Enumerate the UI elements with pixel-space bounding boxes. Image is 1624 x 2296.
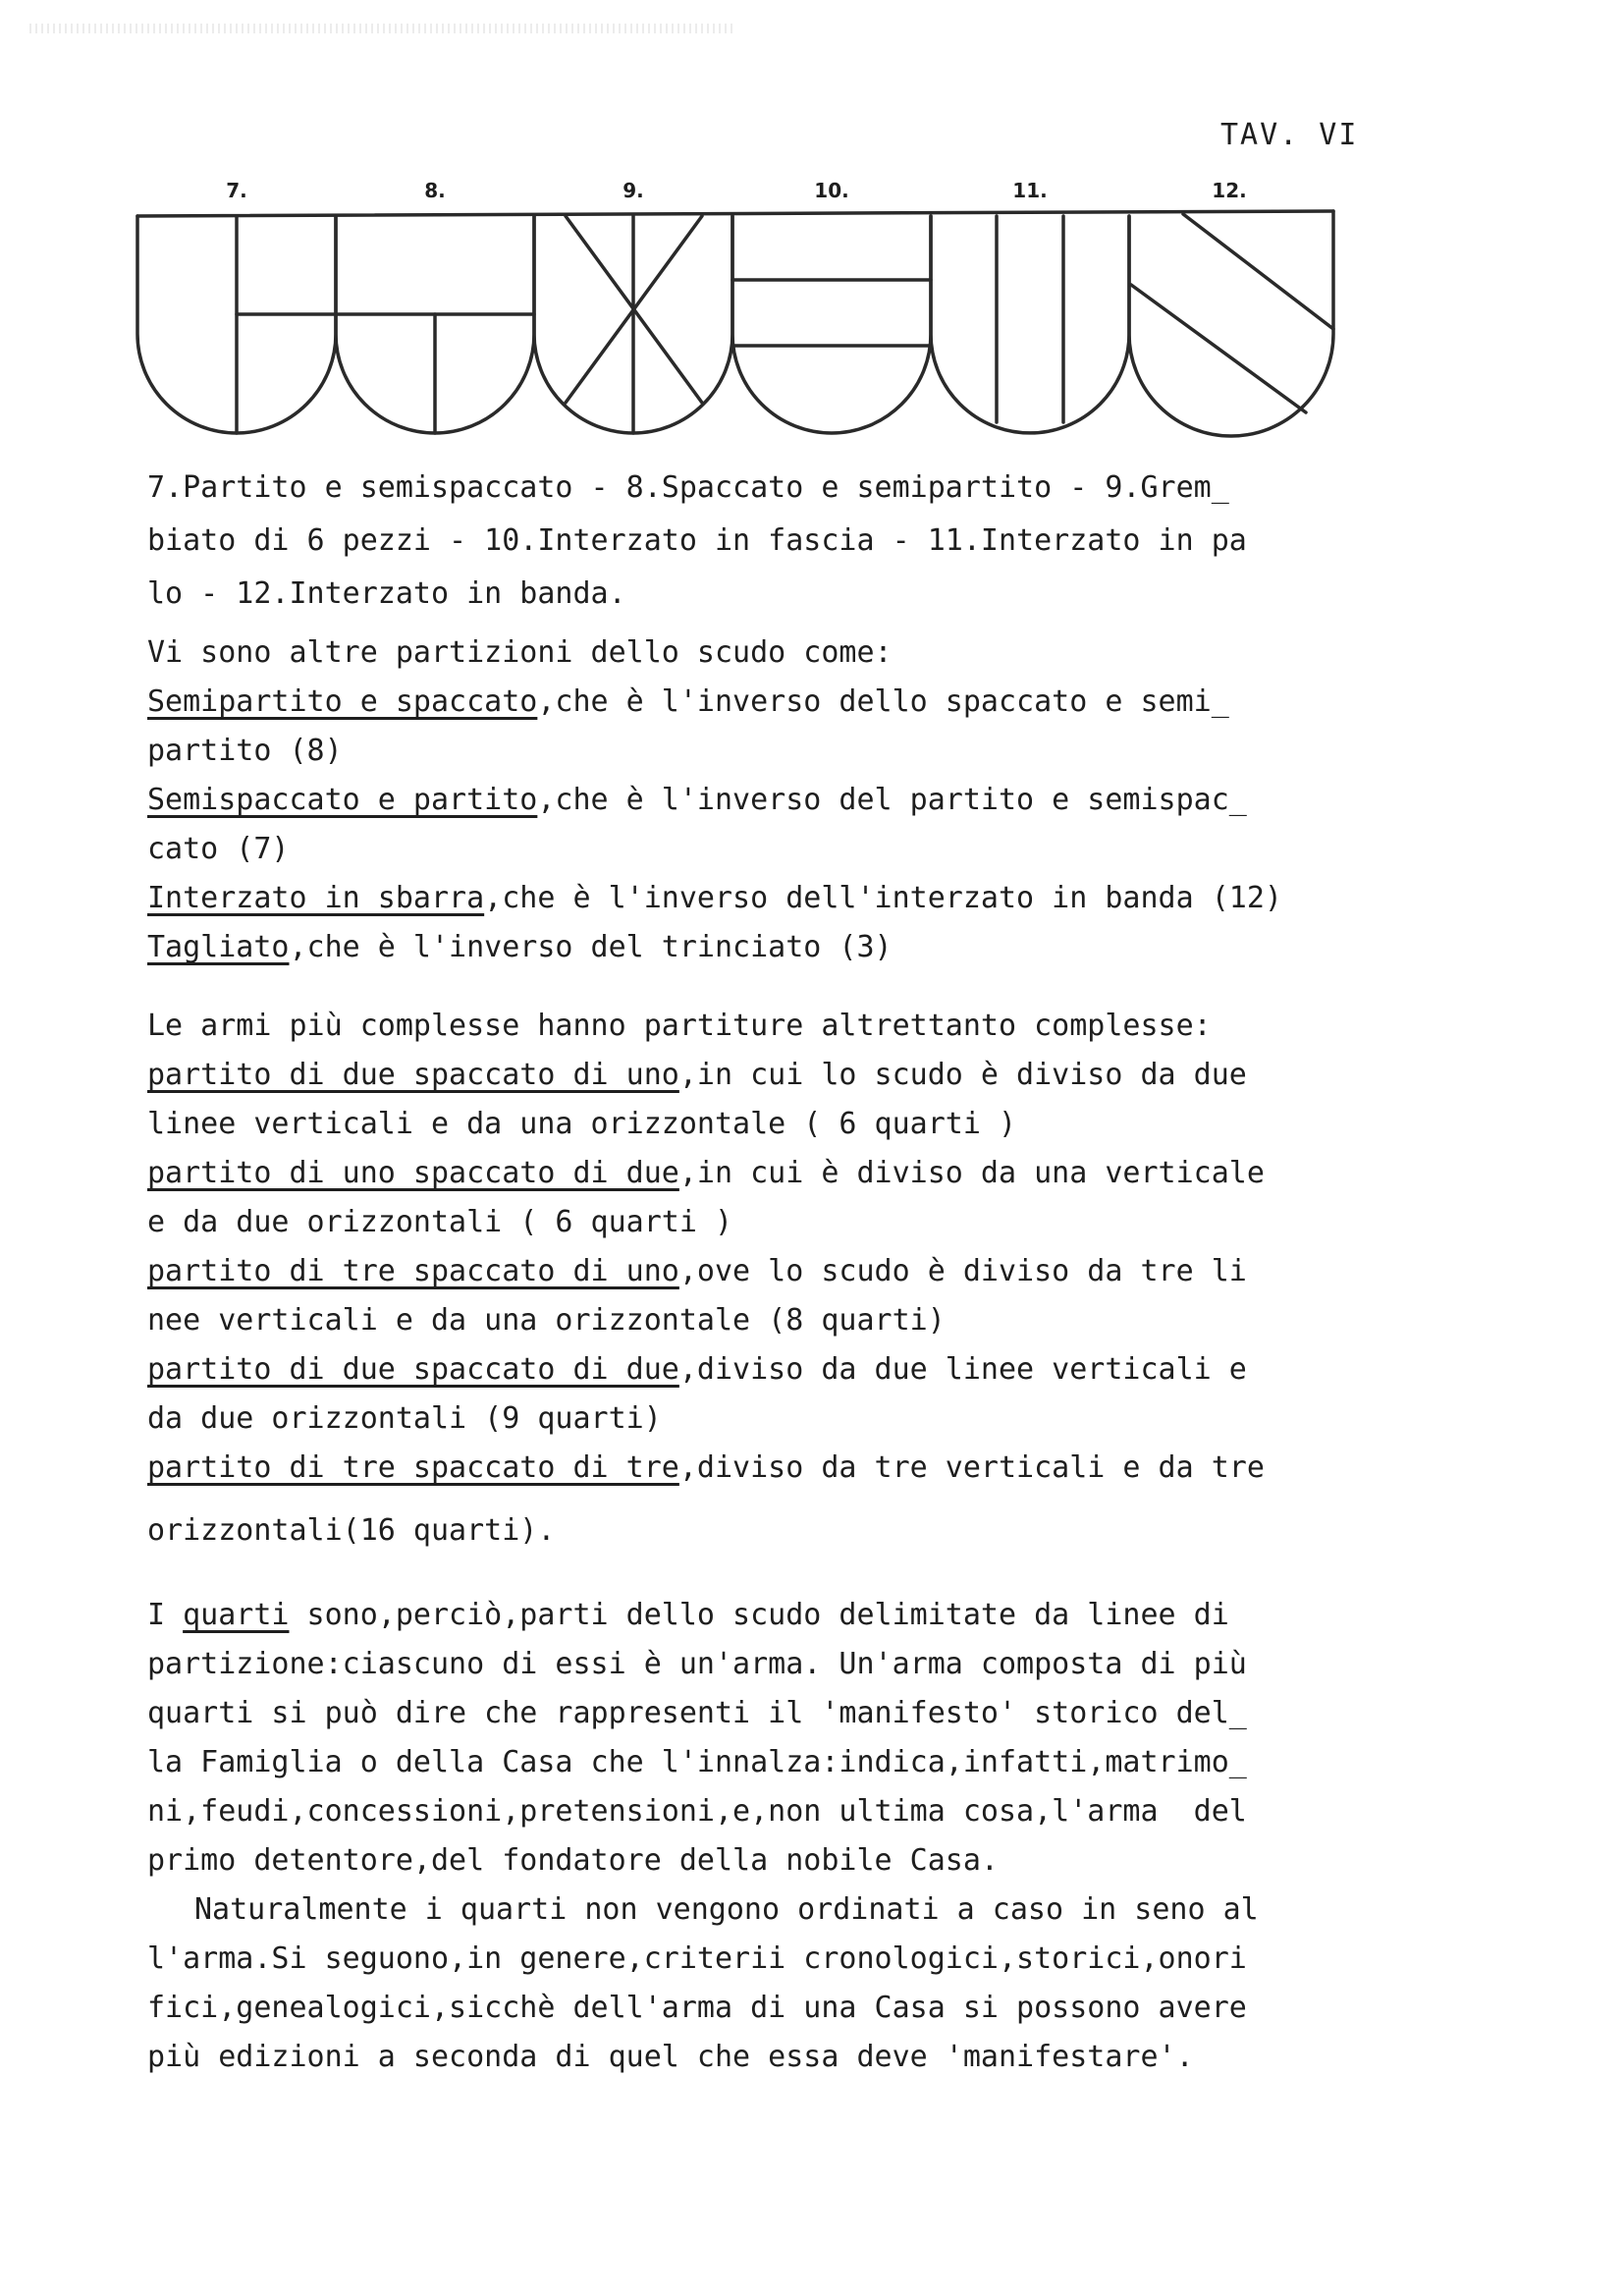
top-rule bbox=[137, 211, 1333, 216]
term: Interzato in sbarra bbox=[147, 881, 485, 915]
list-item-continuation: linee verticali e da una orizzontale ( 6 quarti ) bbox=[147, 1107, 1017, 1141]
term: partito di due spaccato di uno bbox=[147, 1058, 679, 1092]
list-item: partito di uno spaccato di due,in cui è diviso da una verticale bbox=[147, 1156, 1265, 1190]
list-item-continuation: da due orizzontali (9 quarti) bbox=[147, 1401, 662, 1436]
shield-11 bbox=[931, 216, 1129, 433]
list-item: Tagliato,che è l'inverso del trinciato (3) bbox=[147, 930, 893, 964]
term: partito di tre spaccato di tre bbox=[147, 1450, 679, 1485]
inverse-partitions-section bbox=[147, 629, 1282, 972]
shield-partitions-diagram bbox=[0, 0, 1624, 452]
term: partito di due spaccato di due bbox=[147, 1352, 679, 1387]
list-item-continuation: e da due orizzontali ( 6 quarti ) bbox=[147, 1205, 733, 1239]
shield-number-10: 10. bbox=[814, 179, 849, 202]
section-intro: Le armi più complesse hanno partiture altrettanto complesse: bbox=[147, 1009, 1212, 1043]
shield-number-12: 12. bbox=[1212, 179, 1247, 202]
caption-line: lo - 12.Interzato in banda. bbox=[147, 576, 626, 611]
list-item-continuation: partito (8) bbox=[147, 734, 343, 768]
closing-paragraph bbox=[147, 1886, 1259, 2082]
list-item-continuation: cato (7) bbox=[147, 832, 290, 866]
list-item: Semipartito e spaccato,che è l'inverso dello spaccato e semi_ bbox=[147, 684, 1229, 719]
list-item-continuation: orizzontali(16 quarti). bbox=[147, 1513, 556, 1548]
term: Tagliato bbox=[147, 930, 290, 964]
section-intro: Vi sono altre partizioni dello scudo come: bbox=[147, 635, 893, 670]
list-item: partito di tre spaccato di tre,diviso da tre verticali e da tre bbox=[147, 1450, 1265, 1485]
paragraph-line: partizione:ciascuno di essi è un'arma. Un'arma composta di più bbox=[147, 1647, 1247, 1681]
paragraph-line: I quarti sono,perciò,parti dello scudo delimitate da linee di bbox=[147, 1598, 1229, 1632]
paragraph-line: quarti si può dire che rappresenti il 'manifesto' storico del_ bbox=[147, 1696, 1247, 1730]
shield-12 bbox=[1129, 211, 1333, 436]
term: partito di uno spaccato di due bbox=[147, 1156, 679, 1190]
paragraph-line: primo detentore,del fondatore della nobile Casa. bbox=[147, 1843, 999, 1878]
shield-number-11: 11. bbox=[1012, 179, 1048, 202]
list-item: Semispaccato e partito,che è l'inverso del partito e semispac_ bbox=[147, 783, 1247, 817]
list-item-continuation: nee verticali e da una orizzontale (8 quarti) bbox=[147, 1303, 946, 1338]
paragraph-line: fici,genealogici,sicchè dell'arma di una Casa si possono avere bbox=[147, 1991, 1247, 2025]
quarters-paragraph bbox=[147, 1591, 1247, 1886]
caption-line: biato di 6 pezzi - 10.Interzato in fascia - 11.Interzato in pa bbox=[147, 523, 1247, 558]
paragraph-line: più edizioni a seconda di quel che essa deve 'manifestare'. bbox=[147, 2040, 1194, 2074]
list-item: partito di due spaccato di due,diviso da due linee verticali e bbox=[147, 1352, 1247, 1387]
shield-7 bbox=[137, 216, 336, 433]
term: Semipartito e spaccato bbox=[147, 684, 538, 719]
shield-number-7: 7. bbox=[226, 179, 247, 202]
plate-label: TAV. VI bbox=[1220, 118, 1359, 152]
caption-line: 7.Partito e semispaccato - 8.Spaccato e semipartito - 9.Grem_ bbox=[147, 470, 1229, 505]
term: partito di tre spaccato di uno bbox=[147, 1254, 679, 1288]
shield-8 bbox=[336, 216, 534, 433]
list-item: partito di tre spaccato di uno,ove lo scudo è diviso da tre li bbox=[147, 1254, 1247, 1288]
term: Semispaccato e partito bbox=[147, 783, 538, 817]
list-item: Interzato in sbarra,che è l'inverso dell'interzato in banda (12) bbox=[147, 881, 1282, 915]
diagram-caption bbox=[147, 462, 1247, 621]
shield-number-8: 8. bbox=[424, 179, 446, 202]
shield-number-9: 9. bbox=[623, 179, 644, 202]
paragraph-line: la Famiglia o della Casa che l'innalza:indica,infatti,matrimo_ bbox=[147, 1745, 1247, 1779]
paragraph-line: Naturalmente i quarti non vengono ordinati a caso in seno al bbox=[194, 1892, 1259, 1927]
list-item: partito di due spaccato di uno,in cui lo scudo è diviso da due bbox=[147, 1058, 1247, 1092]
paragraph-line: l'arma.Si seguono,in genere,criterii cronologici,storici,onori bbox=[147, 1941, 1247, 1976]
complex-partitions-section bbox=[147, 1002, 1265, 1556]
term: quarti bbox=[183, 1598, 290, 1632]
shield-9 bbox=[534, 216, 732, 433]
paragraph-line: ni,feudi,concessioni,pretensioni,e,non ultima cosa,l'arma del bbox=[147, 1794, 1247, 1829]
shield-10 bbox=[732, 216, 931, 433]
